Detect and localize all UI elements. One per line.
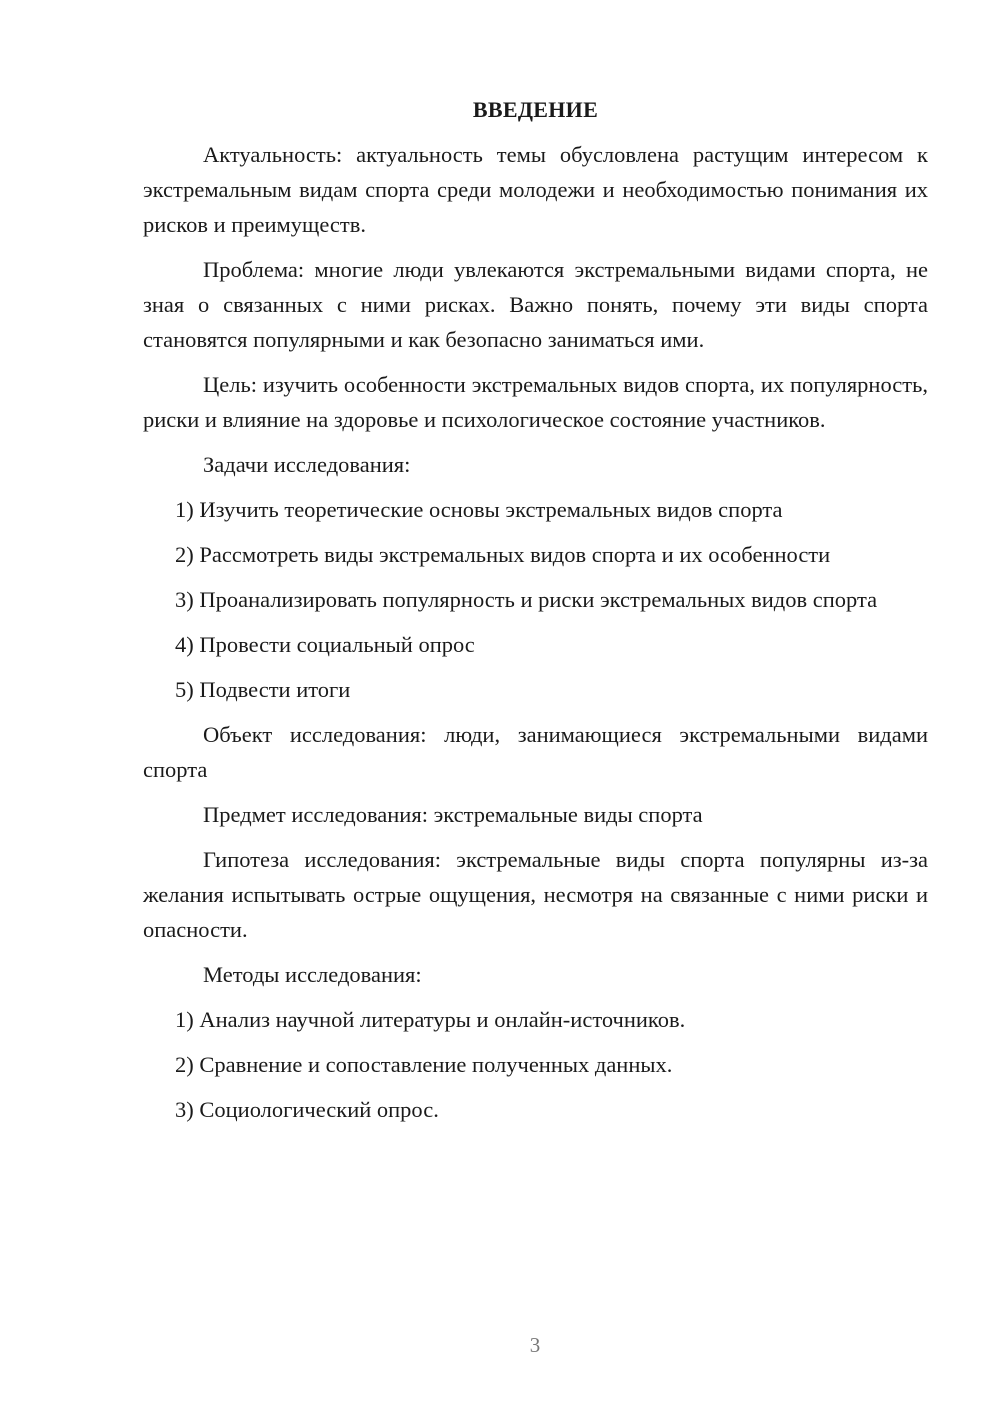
- problem-paragraph: Проблема: многие люди увлекаются экстремальными видами спорта, не зная о связанных с ними рисках. Важно понять, почему эти виды спорта становятся популярными и как безопасно заниматься ими.: [143, 257, 928, 352]
- task-item: 2) Рассмотреть виды экстремальных видов спорта и их особенности: [175, 542, 831, 567]
- method-item: 1) Анализ научной литературы и онлайн-источников.: [175, 1007, 686, 1032]
- methods-heading: Методы исследования:: [203, 962, 422, 987]
- task-item: 5) Подвести итоги: [175, 677, 351, 702]
- task-item: 1) Изучить теоретические основы экстремальных видов спорта: [175, 497, 783, 522]
- relevance-paragraph: Актуальность: актуальность темы обусловлена растущим интересом к экстремальным видам спорта среди молодежи и необходимостью понимания их рисков и преимуществ.: [143, 142, 928, 237]
- method-item: 2) Сравнение и сопоставление полученных данных.: [175, 1052, 673, 1077]
- task-item: 3) Проанализировать популярность и риски экстремальных видов спорта: [175, 587, 878, 612]
- page-content: [143, 92, 928, 1137]
- hypothesis-paragraph: Гипотеза исследования: экстремальные виды спорта популярны из-за желания испытывать острые ощущения, несмотря на связанные с ними риски и опасности.: [143, 847, 928, 942]
- object-paragraph: Объект исследования: люди, занимающиеся экстремальными видами спорта: [143, 722, 928, 782]
- tasks-heading: Задачи исследования:: [203, 452, 411, 477]
- task-item: 4) Провести социальный опрос: [175, 632, 475, 657]
- page-number: 3: [529, 1333, 541, 1357]
- goal-paragraph: Цель: изучить особенности экстремальных видов спорта, их популярность, риски и влияние на здоровье и психологическое состояние участников.: [143, 372, 928, 432]
- page-title: ВВЕДЕНИЕ: [472, 97, 599, 122]
- subject-paragraph: Предмет исследования: экстремальные виды спорта: [203, 802, 703, 827]
- method-item: 3) Социологический опрос.: [175, 1097, 439, 1122]
